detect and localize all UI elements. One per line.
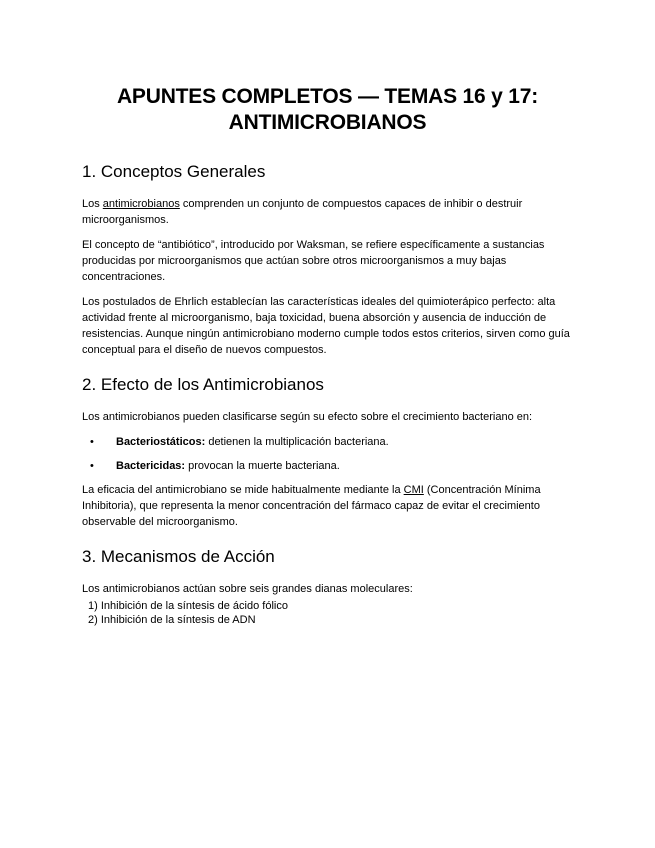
section-mecanismos (82, 547, 573, 627)
list-item (82, 458, 573, 474)
list-item (82, 434, 573, 450)
section-conceptos-generales (82, 162, 573, 358)
list-item-text: provocan la muerte bacteriana. (185, 460, 340, 472)
paragraph-intro: Los antimicrobianos pueden clasificarse según su efecto sobre el crecimiento bacteriano en: (82, 411, 533, 423)
list-item-text: detienen la multiplicación bacteriana. (205, 436, 389, 448)
section-heading: 2. Efecto de los Antimicrobianos (82, 375, 324, 394)
list-item-term: Bacteriostáticos: (116, 436, 206, 448)
text-fragment: comprenden un conjunto de compuestos capaces de inhibir o destruir microorganismos. (82, 198, 523, 226)
paragraph-ehrlich: Los postulados de Ehrlich establecían las características ideales del quimioterápico perfecto: alta actividad frente al microorganismo, baja toxicidad, buena absorción y ausencia de inducción de resistencias. Aunque ningún antimicrobiano moderno cumple todos estos criterios, sirven como guía conceptual para el diseño de nuevos compuestos. (82, 296, 570, 356)
section-heading: 3. Mecanismos de Acción (82, 547, 275, 566)
paragraph-intro: Los antimicrobianos actúan sobre seis grandes dianas moleculares: (82, 583, 413, 595)
list-item: 1) Inhibición de la síntesis de ácido fólico (88, 600, 288, 612)
paragraph-definition (82, 196, 573, 228)
list-item-term: Bactericidas: (116, 460, 186, 472)
bullet-marker: • (90, 436, 94, 448)
term-cmi: CMI (403, 484, 424, 496)
document-title: APUNTES COMPLETOS — TEMAS 16 y 17: ANTIMICROBIANOS (116, 85, 539, 134)
paragraph-antibiotico: El concepto de “antibiótico”, introducido por Waksman, se refiere específicamente a sustancias producidas por microorganismos que actúan sobre otros microorganismos a muy bajas concentraciones. (82, 239, 545, 283)
section-heading: 1. Conceptos Generales (82, 162, 266, 181)
term-antimicrobianos: antimicrobianos (102, 198, 180, 210)
list-item: 2) Inhibición de la síntesis de ADN (88, 614, 256, 626)
mechanism-list (82, 599, 573, 627)
effect-list (82, 434, 573, 474)
text-fragment: Los (82, 198, 103, 210)
text-fragment: La eficacia del antimicrobiano se mide habitualmente mediante la (82, 484, 404, 496)
bullet-marker: • (90, 460, 94, 472)
text-fragment: (Concentración Mínima Inhibitoria), que representa la menor concentración del fármaco capaz de evitar el crecimiento observable del microorganismo. (82, 484, 541, 528)
section-efecto (82, 375, 573, 530)
paragraph-cmi (82, 482, 573, 530)
